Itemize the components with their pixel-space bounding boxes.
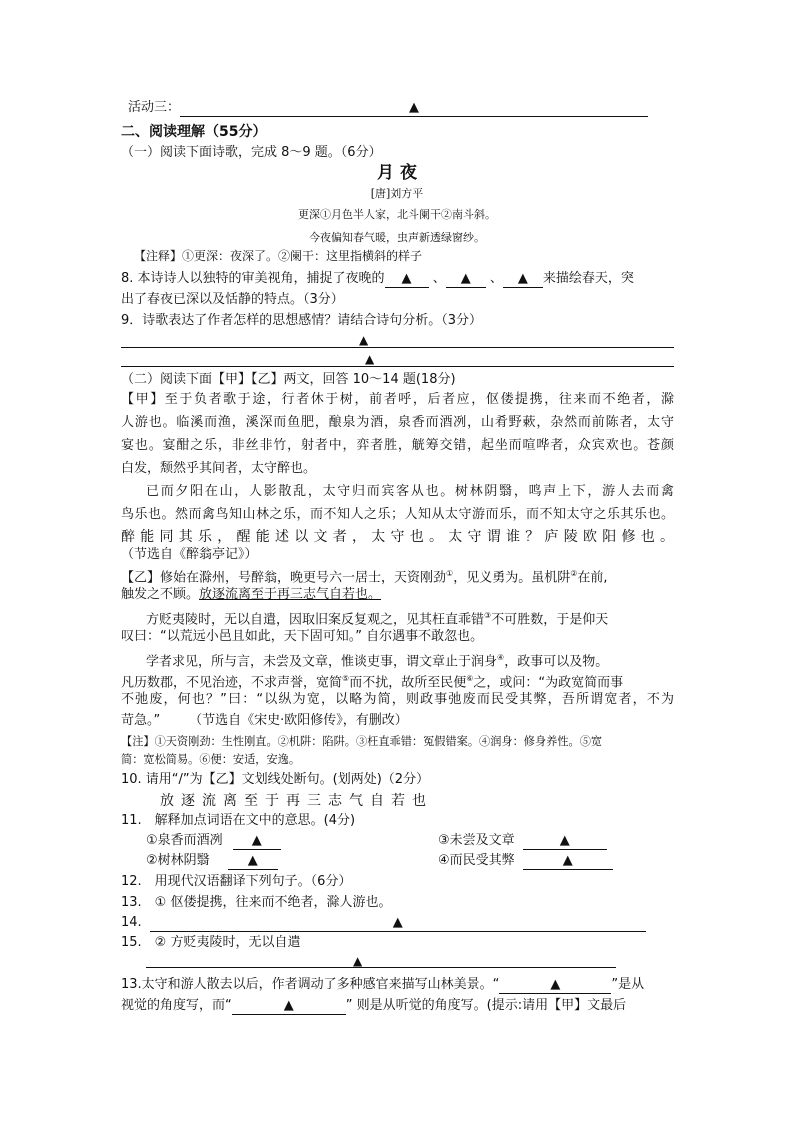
q8-sep: 、: [489, 271, 503, 286]
answer-mark: ▲: [392, 915, 403, 930]
jia-line-2: 人游也。临溪而渔，溪深而鱼肥，酿泉为酒，泉香而酒冽，山肴野蔌，杂然而前陈者，太守: [121, 415, 674, 430]
yi-text: 触发之不顾。: [121, 587, 200, 602]
yi-line-6: [121, 670, 623, 691]
answer-mark: ▲: [409, 100, 420, 115]
q13-text-a: 13.太守和游人散去以后，作者调动了多种感官来描写山林美景。“: [121, 977, 500, 992]
poem-title: 月 夜: [377, 163, 417, 183]
q11-blank-3[interactable]: [523, 832, 607, 850]
jia-line-6: 鸟乐也。然而禽鸟知山林之乐，而不知人之乐；人知从太守游而乐，而不知太守之乐其乐也。: [121, 507, 674, 522]
yi-note-2: 简：宽松简易。⑥便：安适，安逸。: [121, 753, 301, 766]
yi-line-5: [146, 649, 608, 670]
q13-text-b: ”是从: [611, 977, 645, 992]
part-2-intro: （二）阅读下面【甲】【乙】两文，回答 10～14 题(18分): [121, 372, 456, 387]
footnote-marker: ③: [484, 611, 492, 620]
poem-line-1: 更深①月色半人家，北斗阑干②南斗斜。: [298, 208, 496, 221]
yi-text: 学者求见，所与言，未尝及文章，惟谈吏事，谓文章止于润身: [146, 654, 498, 670]
question-12: 12. 用现代汉语翻译下列句子。（6分）: [121, 874, 352, 889]
q13-blank-1[interactable]: [499, 976, 611, 994]
yi-text: ，政事可以及物。: [504, 654, 609, 670]
q8-text-b: 来描绘春天，突: [542, 271, 634, 286]
answer-mark: ▲: [559, 833, 570, 848]
yi-line-1: [121, 565, 608, 586]
q13-blank-2[interactable]: [232, 997, 346, 1015]
jia-line-3: 宴也。宴酣之乐，非丝非竹，射者中，弈者胜，觥筹交错，起坐而喧哗者，众宾欢也。苍颜: [121, 438, 674, 453]
q8-blank-2[interactable]: [446, 270, 486, 288]
q12-sentence-2: 15. ② 方贬夷陵时，无以自遣: [121, 935, 301, 950]
q13-text-d: ” 则是从听觉的角度写。(提示:请用【甲】文最后: [345, 998, 627, 1013]
answer-mark: ▲: [365, 352, 375, 366]
footnote-marker: ⑥: [466, 674, 474, 683]
jia-line-4: 白发，颓然乎其间者，太守醉也。: [121, 461, 317, 476]
yi-text: 而不扰，故所至民便: [349, 675, 467, 691]
q11-blank-1[interactable]: [233, 832, 281, 850]
q11-item-1: [146, 832, 281, 850]
section-2-heading: 二、阅读理解（55分）: [121, 124, 267, 140]
question-13: [121, 976, 644, 994]
footnote-marker: ⑤: [342, 674, 350, 683]
q11-blank-2[interactable]: [228, 852, 278, 870]
q11-item-label: ③未尝及文章: [438, 833, 515, 848]
jia-line-7: 醉能同其乐，醒能述以文者，太守也。太守谓谁？庐陵欧阳修也。: [121, 529, 674, 545]
q11-item-4: [438, 852, 613, 870]
yi-text: 之，或问：“为政宽简而事: [473, 675, 624, 691]
q11-item-label: ④而民受其弊: [438, 853, 515, 868]
q13-text-c: 视觉的角度写，而“: [121, 998, 232, 1013]
footnote-marker: ②: [570, 569, 578, 578]
answer-mark: ▲: [550, 977, 561, 992]
q8-sep: 、: [432, 271, 446, 286]
answer-mark: ▲: [359, 333, 369, 347]
poem-author: [唐]刘方平: [370, 187, 424, 200]
question-13-line-2: [121, 997, 626, 1015]
question-9: 9．诗歌表达了作者怎样的思想感情？请结合诗句分析。（3分）: [121, 313, 483, 328]
q8-text-a: 8. 本诗诗人以独特的审美视角，捕捉了夜晚的: [121, 271, 385, 286]
q11-item-label: ②树林阴翳: [146, 853, 210, 868]
yi-note-1: 【注】①天资刚劲：生性刚直。②机阱：陷阱。③枉直乖错：冤假错案。④润身：修身养性。⑤宽: [121, 735, 603, 748]
q11-item-2: [146, 852, 278, 870]
yi-text: 不可胜数，于是仰天: [491, 612, 609, 628]
q8-line-2: 出了春夜已深以及恬静的特点。（3分）: [121, 292, 344, 307]
q12-answer-row: [121, 914, 646, 932]
yi-text: 【乙】修始在滁州，号醉翁，晚更号六一居士，天资刚劲: [121, 570, 447, 586]
q8-blank-1[interactable]: [385, 270, 429, 288]
yi-underlined-sentence: 放逐流离至于再三志气自若也。: [199, 587, 382, 602]
q12-answer-label: 14.: [121, 915, 142, 930]
footnote-marker: ①: [446, 569, 454, 578]
q12-answer-blank-1[interactable]: [150, 914, 646, 932]
q12-answer-line-2[interactable]: [146, 967, 616, 968]
answer-mark: ▲: [247, 853, 258, 868]
answer-mark: ▲: [517, 271, 528, 286]
activity-3-label: 活动三：: [128, 100, 181, 115]
jia-source: （节选自《醉翁亭记》）: [121, 547, 258, 562]
yi-line-3: [146, 607, 608, 628]
part-1-intro: （一）阅读下面诗歌，完成 8～9 题。（6分）: [121, 145, 382, 160]
q11-item-label: ①泉香而酒冽: [146, 833, 223, 848]
q10-sentence: 放逐流离至于再三志气自若也: [160, 793, 433, 809]
yi-line-7: 不弛废，何也？”曰：“以纵为宽，以略为简，则政事弛废而民受其弊，吾所谓宽者，不为: [121, 692, 674, 707]
poem-note: 【注释】①更深：夜深了。②阑干：这里指横斜的样子: [134, 249, 423, 263]
question-8: [121, 270, 634, 288]
activity-3-answer-blank[interactable]: [180, 99, 648, 117]
jia-line-5: 已而夕阳在山，人影散乱，太守归而宾客从也。树林阴翳，鸣声上下，游人去而禽: [146, 484, 674, 499]
q11-item-3: [438, 832, 607, 850]
yi-text: ，见义勇为。虽机阱: [453, 570, 571, 586]
q12-sentence-1: 13. ① 伛偻提携，往来而不绝者，滁人游也。: [121, 895, 392, 910]
yi-line-4: 叹曰：“以荒远小邑且如此，天下固可知。” 自尔遇事不敢忽也。: [121, 629, 484, 644]
yi-text: 凡历数郡，不见治迹，不求声誉，宽简: [121, 675, 343, 691]
answer-mark: ▲: [562, 853, 573, 868]
answer-mark: ▲: [460, 271, 471, 286]
q8-blank-3[interactable]: [503, 270, 543, 288]
question-10: 10. 请用“/”为【乙】文划线处断句。(划两处)（2分）: [121, 772, 430, 787]
answer-mark: ▲: [251, 833, 262, 848]
yi-line-8: 苛急。” （节选自《宋史·欧阳修传》，有删改）: [121, 713, 408, 728]
poem-line-2: 今夜偏知春气暖，虫声新透绿窗纱。: [309, 231, 485, 244]
yi-text: 在前,: [577, 570, 608, 586]
jia-line-1: 【甲】至于负者歌于途，行者休于树，前者呼，后者应，伛偻提携，往来而不绝者，滁: [121, 392, 674, 407]
question-11: 11. 解释加点词语在文中的意思。(4分): [121, 813, 356, 828]
answer-mark: ▲: [283, 998, 294, 1013]
yi-text: 方贬夷陵时，无以自遣，因取旧案反复观之，见其枉直乖错: [146, 612, 485, 628]
q11-blank-4[interactable]: [523, 852, 613, 870]
activity-3-line: [128, 99, 648, 117]
q9-answer-line-1[interactable]: [121, 347, 674, 348]
q9-answer-line-2[interactable]: [121, 366, 674, 367]
answer-mark: ▲: [401, 271, 412, 286]
footnote-marker: ④: [497, 653, 505, 662]
yi-line-2: [121, 586, 381, 603]
answer-mark: ▲: [353, 954, 363, 968]
